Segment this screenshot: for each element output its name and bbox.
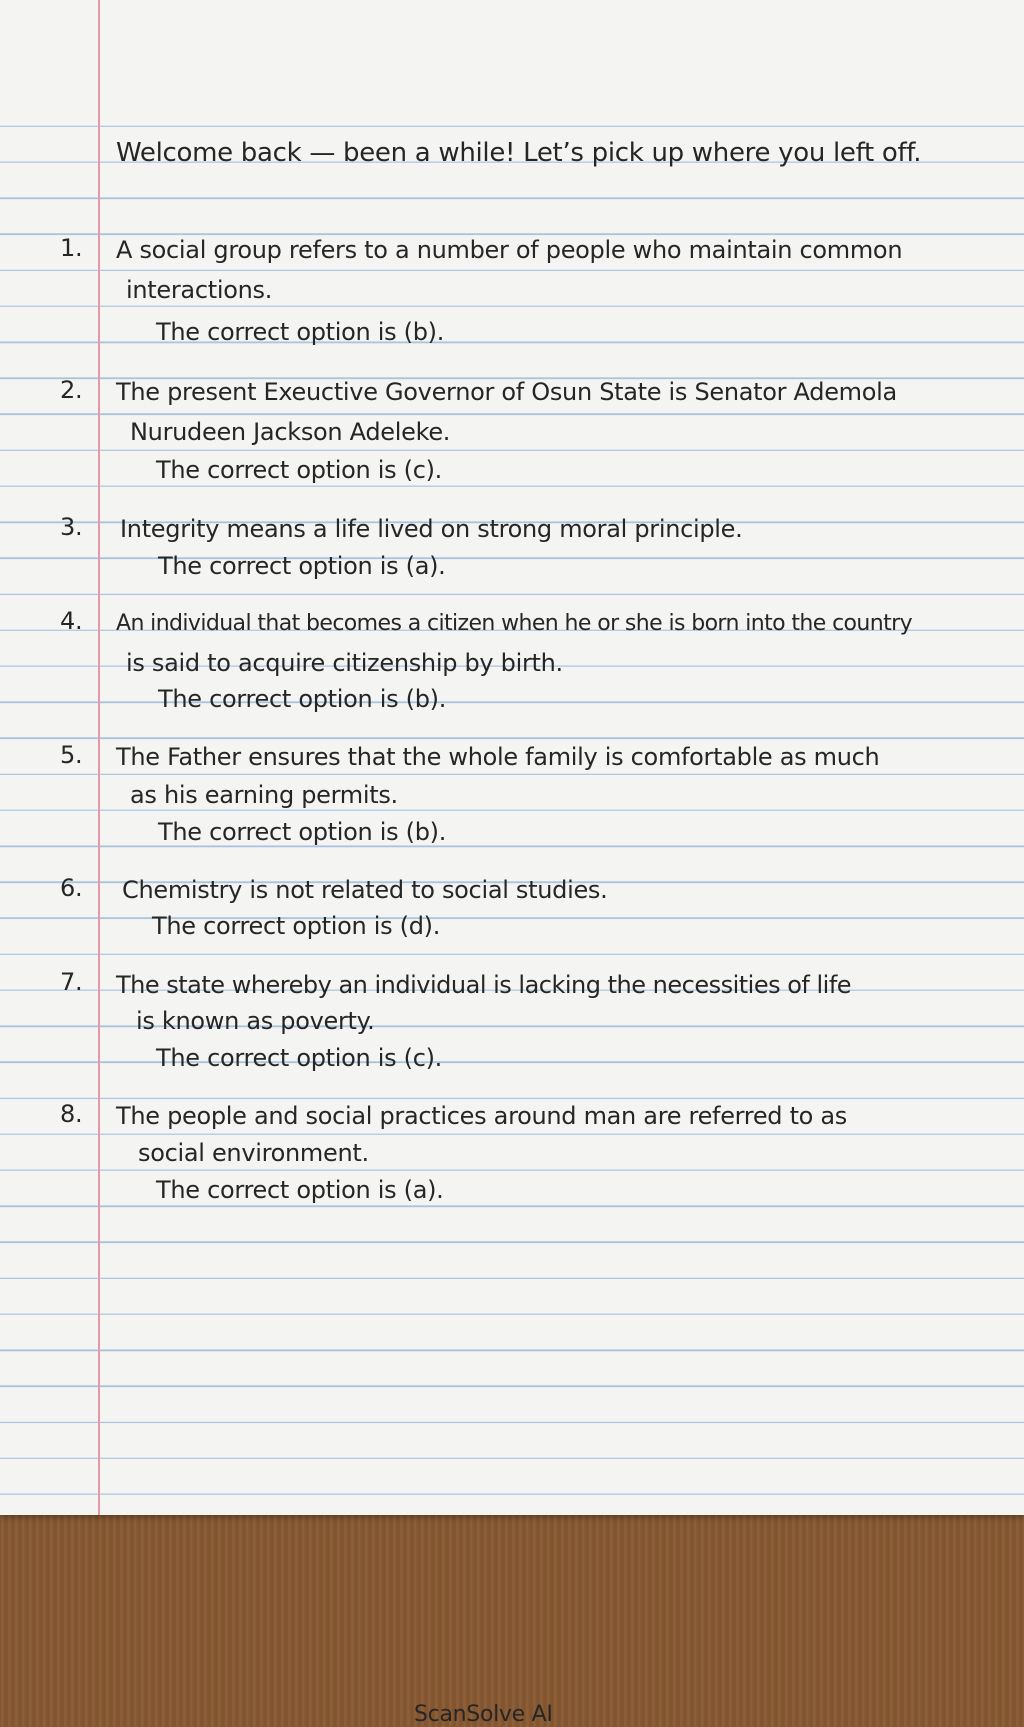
question-number: 7. xyxy=(60,968,83,996)
question-number: 8. xyxy=(60,1100,83,1128)
answer-text: The correct option is (c). xyxy=(156,456,443,484)
question-number: 5. xyxy=(60,741,83,769)
question-text: Integrity means a life lived on strong moral principle. xyxy=(120,515,743,543)
question-text: The Father ensures that the whole family is comfortable as much xyxy=(116,743,880,771)
answer-text: The correct option is (d). xyxy=(152,912,441,940)
question-text-continued: as his earning permits. xyxy=(130,781,398,809)
question-number: 4. xyxy=(60,607,83,635)
answer-text: The correct option is (a). xyxy=(158,552,446,580)
greeting-text: Welcome back — been a while! Let’s pick up where you left off. xyxy=(116,138,922,168)
answer-text: The correct option is (b). xyxy=(156,318,445,346)
page-header-area xyxy=(0,0,1024,124)
question-text-continued: social environment. xyxy=(138,1139,369,1167)
footer-watermark: ScanSolve AI xyxy=(414,1702,553,1727)
question-number: 2. xyxy=(60,376,83,404)
margin-line xyxy=(98,0,100,1515)
question-text-continued: is known as poverty. xyxy=(136,1007,375,1035)
question-text: The people and social practices around man are referred to as xyxy=(116,1102,848,1130)
question-number: 3. xyxy=(60,513,83,541)
question-number: 1. xyxy=(60,234,83,262)
question-text: The present Exeuctive Governor of Osun State is Senator Ademola xyxy=(116,378,897,406)
question-text: A social group refers to a number of people who maintain common xyxy=(116,236,903,264)
question-text: Chemistry is not related to social studies. xyxy=(122,876,608,904)
answer-text: The correct option is (c). xyxy=(156,1044,443,1072)
question-text: The state whereby an individual is lacking the necessities of life xyxy=(116,971,852,999)
question-text-continued: interactions. xyxy=(126,276,273,304)
answer-text: The correct option is (a). xyxy=(156,1176,444,1204)
answer-text: The correct option is (b). xyxy=(158,685,447,713)
answer-text: The correct option is (b). xyxy=(158,818,447,846)
question-text: An individual that becomes a citizen when he or she is born into the country xyxy=(116,611,912,636)
question-text-continued: is said to acquire citizenship by birth. xyxy=(126,649,563,677)
question-number: 6. xyxy=(60,874,83,902)
question-text-continued: Nurudeen Jackson Adeleke. xyxy=(130,418,451,446)
